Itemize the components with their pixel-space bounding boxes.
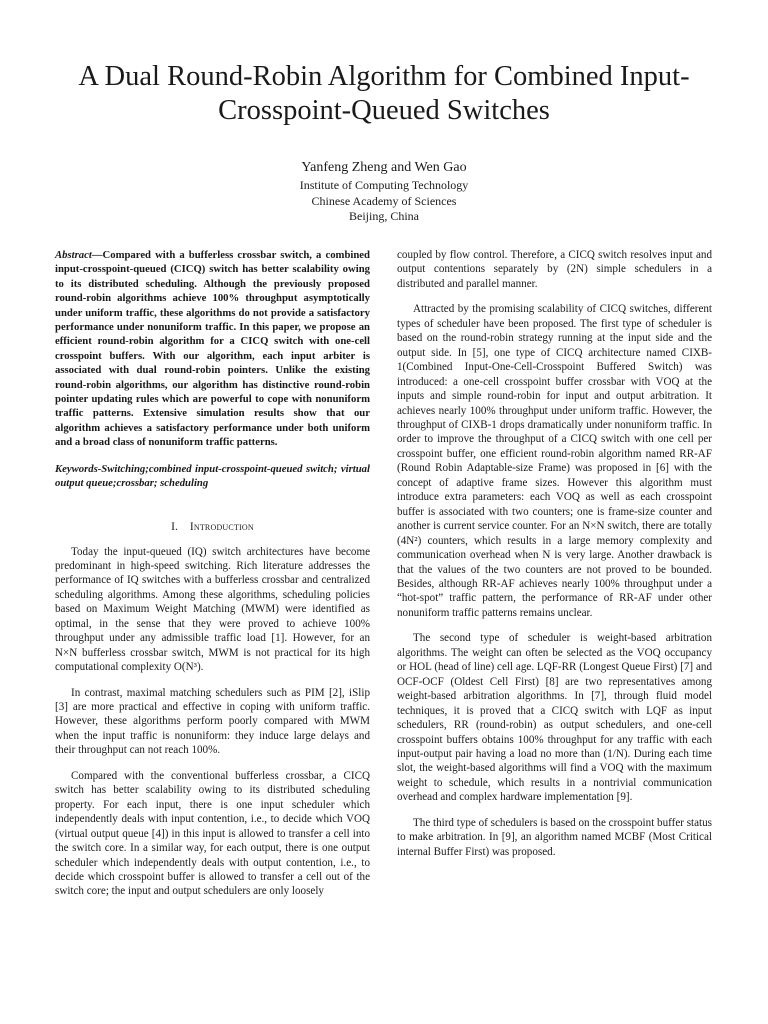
section-title: Introduction	[189, 520, 254, 533]
right-column	[397, 248, 712, 870]
abstract-text: Compared with a bufferless crossbar switch, a combined input-crosspoint-queued (CICQ) switch has better scalability owing to its distributed scheduling. Although the previously proposed round-robin algorithms achieve 100% throughput asymptotically under uniform traffic, these algorithms do not provide a satisfactory performance under nonuniform traffic. In this paper, we propose an efficient round-robin algorithm for a CICQ switch with one-cell crosspoint buffers. With our algorithm, each input arbiter is associated with dual round-robin pointers. Unlike the existing round-robin algorithms, our algorithm has distinctive round-robin pointer updating rules which are powerful to cope with nonuniform traffic patterns. Extensive simulation results show that our algorithm achieves a satisfactory performance under both uniform and a broad class of nonuniform traffic patterns.	[55, 249, 370, 449]
left-column	[55, 248, 370, 910]
body-paragraph: Today the input-queued (IQ) switch architectures have become predominant in high-speed switching. Rich literature addresses the performance of IQ switches with a bufferless crossbar and centralized scheduling algorithms. Among these algorithms, scheduling policies based on Maximum Weight Matching (MWM) were identified as optimal, in the sense that they were proved to achieve 100% throughput under any admissible traffic load [1]. However, for an N×N bufferless crossbar switch, MWM is not practical for its high computational complexity O(N³).	[55, 545, 370, 674]
abstract-label: Abstract—	[55, 249, 103, 261]
keywords: Keywords-Switching;combined input-crosspoint-queued switch; virtual output queue;crossbar; scheduling	[55, 462, 370, 490]
affiliation-line: Institute of Computing Technology	[299, 178, 469, 192]
paper-authors: Yanfeng Zheng and Wen Gao	[301, 160, 467, 175]
affiliation-line: Beijing, China	[349, 209, 419, 223]
body-paragraph: The third type of schedulers is based on the crosspoint buffer status to make arbitration. In [9], an algorithm named MCBF (Most Critical internal Buffer First) was proposed.	[397, 816, 712, 858]
section-number: I.	[171, 520, 178, 533]
paper-title: A Dual Round-Robin Algorithm for Combined Input-Crosspoint-Queued Switches	[78, 61, 690, 126]
author-affiliation	[0, 178, 768, 225]
body-paragraph: Attracted by the promising scalability of CICQ switches, different types of scheduler have been proposed. The first type of scheduler is based on the round-robin strategy running at the input side and the output side. In [5], one type of CICQ architecture named CIXB-1(Combined Input-One-Cell-Crosspoint Buffered Switch) was introduced: a one-cell crosspoint buffer crossbar with VOQ at the inputs and simple round-robin for input and output arbitration. It achieves nearly 100% throughput under uniform traffic. However, the throughput of CIXB-1 drops dramatically under nonuniform traffic. In order to improve the throughput of a CICQ switch with one cell per crosspoint buffer, one efficient round-robin algorithm named RR-AF (Round Robin Adaptable-size Frame) was proposed in [6] with the concept of adaptive frame sizes. However this algorithm must introduce extra parameters: each VOQ as well as each crosspoint buffer is associated with two counters; one is frame-size counter and another is current service counter. For an N×N switch, there are totally (4N²) counters, which results in a large memory complexity and communication overhead when N is very large. Another drawback is that the values of the two counters are not proved to be bounded. Besides, although RR-AF achieves nearly 100% throughput under a “hot-spot” traffic pattern, the performance of RR-AF under other nonuniform traffic patterns remains unclear.	[397, 303, 712, 619]
body-paragraph: The second type of scheduler is weight-based arbitration algorithms. The weight can often be selected as the VOQ occupancy or HOL (head of line) cell age. LQF-RR (Longest Queue First) [7] and OCF-OCF (Oldest Cell First) [8] are two representatives among weight-based arbitration algorithms. In [7], through fluid model techniques, it is proved that a CICQ switch with LQF as input schedulers, RR (round-robin) as output schedulers, and one-cell crosspoint buffers obtains 100% throughput for any traffic with each input-output pair having a load no more than (1/N). During each time slot, the weight-based algorithms will find a VOQ with the maximum weight to schedule, which results in a nontrivial communication overhead and complex hardware implementation [9].	[397, 632, 712, 804]
body-paragraph: coupled by flow control. Therefore, a CICQ switch resolves input and output contentions separately by (2N) simple schedulers in a distributed and parallel manner.	[397, 249, 712, 290]
section-heading	[55, 519, 370, 535]
body-paragraph: In contrast, maximal matching schedulers such as PIM [2], iSlip [3] are more practical and effective in coping with uniform traffic. However, these algorithms perform poorly compared with MWM when the input traffic is nonuniform: they induce large delays and their throughput can not reach 100%.	[55, 686, 370, 757]
body-paragraph: Compared with the conventional bufferless crossbar, a CICQ switch has better scalability owing to its distributed scheduling property. For each input, there is one input scheduler which independently deals with input contention, i.e., to decide which VOQ (virtual output queue [4]) in this input is allowed to transfer a cell into the switch core. In a similar way, for each output, there is one output scheduler which independently deals with output contention, i.e., to decide which crosspoint buffer is allowed to transfer a cell out of the switch core; the input and output schedulers are only loosely	[55, 769, 370, 898]
abstract	[55, 248, 370, 450]
affiliation-line: Chinese Academy of Sciences	[311, 193, 457, 208]
